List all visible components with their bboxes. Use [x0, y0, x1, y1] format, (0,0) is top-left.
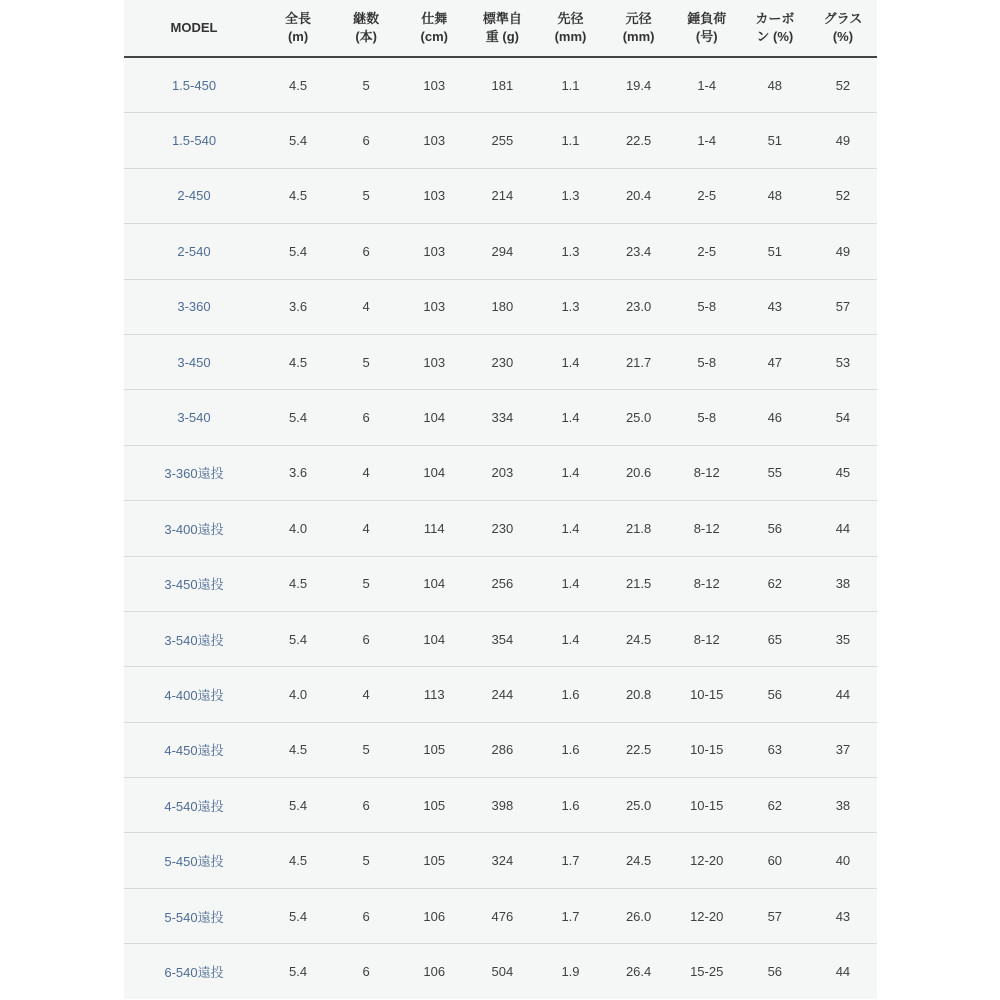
cell-tip-diameter: 1.9	[561, 963, 580, 979]
cell-carbon: 62	[767, 797, 783, 813]
cell-carbon: 65	[767, 631, 783, 647]
cell-sinker-load: 8-12	[693, 520, 720, 536]
cell-tip-diameter: 1.6	[561, 797, 580, 813]
cell-tip-diameter: 1.3	[561, 299, 580, 315]
table-row	[124, 446, 877, 501]
cell-tip-diameter: 1.1	[561, 77, 580, 93]
cell-total-length: 5.4	[289, 410, 308, 426]
column-header-model	[124, 19, 264, 37]
table-row	[124, 501, 877, 556]
column-header-line2: (本)	[355, 29, 377, 44]
cell-butt-diameter: 19.4	[625, 77, 652, 93]
cell-tip-diameter: 1.4	[561, 576, 580, 592]
model-cell	[124, 962, 264, 981]
cell-weight: 324	[491, 853, 514, 869]
cell-glass: 44	[835, 686, 851, 702]
cell-glass: 52	[835, 77, 851, 93]
cell-glass: 57	[835, 299, 851, 315]
cell-butt-diameter: 23.4	[625, 243, 652, 259]
cell-sinker-load: 15-25	[690, 963, 724, 979]
cell-weight: 244	[491, 686, 514, 702]
cell-sinker-load: 12-20	[690, 853, 724, 869]
cell-glass: 44	[835, 520, 851, 536]
cell-closed-length: 105	[423, 742, 446, 758]
column-header-sections	[332, 10, 400, 45]
table-row	[124, 778, 877, 833]
cell-carbon: 57	[767, 908, 783, 924]
cell-weight: 181	[491, 77, 514, 93]
cell-closed-length: 103	[423, 133, 446, 149]
cell-tip-diameter: 1.7	[561, 853, 580, 869]
cell-closed-length: 105	[423, 797, 446, 813]
table-header-row	[124, 0, 877, 58]
cell-weight: 504	[491, 963, 514, 979]
model-link[interactable]: 3-540	[177, 410, 211, 426]
cell-weight: 294	[491, 243, 514, 259]
cell-butt-diameter: 25.0	[625, 410, 652, 426]
table-row	[124, 113, 877, 168]
cell-carbon: 47	[767, 354, 783, 370]
cell-butt-diameter: 25.0	[625, 797, 652, 813]
cell-butt-diameter: 20.4	[625, 188, 652, 204]
cell-carbon: 43	[767, 299, 783, 315]
model-cell	[124, 463, 264, 482]
cell-weight: 476	[491, 908, 514, 924]
cell-tip-diameter: 1.4	[561, 520, 580, 536]
cell-total-length: 4.0	[289, 520, 308, 536]
cell-glass: 38	[835, 797, 851, 813]
cell-glass: 40	[835, 853, 851, 869]
cell-total-length: 5.4	[289, 797, 308, 813]
column-header-carbon	[741, 10, 809, 45]
cell-sections: 5	[362, 77, 370, 93]
cell-tip-diameter: 1.4	[561, 354, 580, 370]
cell-sections: 5	[362, 354, 370, 370]
cell-sinker-load: 5-8	[697, 299, 717, 315]
column-header-weight	[468, 10, 536, 45]
column-header-line1: 先径	[557, 11, 584, 27]
cell-total-length: 5.4	[289, 963, 308, 979]
cell-tip-diameter: 1.6	[561, 742, 580, 758]
cell-sections: 4	[362, 299, 370, 315]
cell-sections: 5	[362, 576, 370, 592]
cell-glass: 49	[835, 243, 851, 259]
model-link[interactable]: 3-450	[177, 354, 211, 370]
cell-closed-length: 104	[423, 631, 446, 647]
model-link[interactable]: 3-540遠投	[164, 632, 224, 648]
cell-weight: 203	[491, 465, 514, 481]
cell-sinker-load: 10-15	[690, 686, 724, 702]
cell-total-length: 5.4	[289, 133, 308, 149]
cell-sections: 6	[362, 908, 370, 924]
cell-sinker-load: 8-12	[693, 631, 720, 647]
column-header-line1: カーボ	[755, 11, 795, 27]
cell-sinker-load: 2-5	[697, 243, 717, 259]
model-cell	[124, 78, 264, 93]
cell-carbon: 56	[767, 686, 783, 702]
cell-butt-diameter: 21.7	[625, 354, 652, 370]
cell-tip-diameter: 1.3	[561, 243, 580, 259]
column-header-tip-diameter	[536, 10, 604, 45]
model-link[interactable]: 2-540	[177, 243, 211, 259]
cell-glass: 38	[835, 576, 851, 592]
table-row	[124, 612, 877, 667]
cell-total-length: 4.5	[289, 853, 308, 869]
cell-weight: 256	[491, 576, 514, 592]
column-header-line2: (cm)	[420, 29, 448, 44]
column-header-line2: 重 (g)	[485, 29, 519, 44]
cell-carbon: 60	[767, 853, 783, 869]
cell-butt-diameter: 22.5	[625, 133, 652, 149]
cell-closed-length: 113	[423, 686, 445, 702]
cell-glass: 44	[835, 963, 851, 979]
cell-tip-diameter: 1.4	[561, 410, 580, 426]
table-row	[124, 335, 877, 390]
cell-butt-diameter: 26.0	[625, 908, 652, 924]
model-cell	[124, 630, 264, 649]
cell-closed-length: 103	[423, 77, 446, 93]
cell-sinker-load: 8-12	[693, 465, 720, 481]
cell-butt-diameter: 21.5	[625, 576, 652, 592]
cell-tip-diameter: 1.3	[561, 188, 580, 204]
cell-total-length: 4.5	[289, 77, 308, 93]
cell-closed-length: 106	[423, 908, 446, 924]
model-cell	[124, 574, 264, 593]
cell-weight: 398	[491, 797, 514, 813]
column-header-line1: 錘負荷	[687, 11, 727, 27]
model-cell	[124, 685, 264, 704]
table-row	[124, 944, 877, 998]
cell-carbon: 51	[767, 133, 783, 149]
cell-butt-diameter: 20.6	[625, 465, 652, 481]
cell-glass: 53	[835, 354, 851, 370]
cell-carbon: 63	[767, 742, 783, 758]
cell-closed-length: 104	[423, 465, 446, 481]
cell-sections: 6	[362, 133, 370, 149]
cell-sinker-load: 10-15	[690, 797, 724, 813]
column-header-line2: (m)	[287, 29, 309, 44]
model-cell	[124, 410, 264, 425]
cell-sinker-load: 10-15	[690, 742, 724, 758]
cell-total-length: 4.5	[289, 188, 308, 204]
model-link[interactable]: 2-450	[177, 188, 211, 204]
cell-sections: 4	[362, 686, 370, 702]
cell-closed-length: 114	[423, 520, 445, 536]
cell-sinker-load: 1-4	[697, 77, 717, 93]
cell-butt-diameter: 22.5	[625, 742, 652, 758]
cell-carbon: 46	[767, 410, 783, 426]
cell-sinker-load: 2-5	[697, 188, 717, 204]
cell-weight: 255	[491, 133, 514, 149]
cell-carbon: 56	[767, 520, 783, 536]
cell-total-length: 4.5	[289, 354, 308, 370]
cell-total-length: 4.0	[289, 686, 308, 702]
model-cell	[124, 519, 264, 538]
cell-carbon: 56	[767, 963, 783, 979]
cell-sections: 6	[362, 243, 370, 259]
cell-butt-diameter: 21.8	[625, 520, 652, 536]
cell-glass: 54	[835, 410, 851, 426]
table-row	[124, 390, 877, 445]
cell-tip-diameter: 1.1	[561, 133, 580, 149]
table-row	[124, 169, 877, 224]
column-header-line1: MODEL	[170, 20, 218, 36]
cell-sections: 4	[362, 465, 370, 481]
table-row	[124, 280, 877, 335]
cell-tip-diameter: 1.6	[561, 686, 580, 702]
cell-total-length: 4.5	[289, 576, 308, 592]
column-header-line2: (%)	[832, 29, 854, 44]
column-header-line2: (号)	[695, 29, 718, 44]
cell-sections: 5	[362, 853, 370, 869]
model-link[interactable]: 3-400遠投	[164, 521, 224, 537]
cell-carbon: 55	[767, 465, 783, 481]
model-cell	[124, 188, 264, 203]
column-header-line1: 仕舞	[421, 11, 448, 27]
column-header-line2: (mm)	[554, 29, 587, 44]
cell-carbon: 48	[767, 188, 783, 204]
table-body	[124, 58, 877, 999]
cell-total-length: 3.6	[289, 299, 308, 315]
model-link[interactable]: 4-400遠投	[164, 687, 224, 703]
column-header-total-length	[264, 10, 332, 45]
cell-total-length: 5.4	[289, 908, 308, 924]
table-row	[124, 58, 877, 113]
model-link[interactable]: 3-360遠投	[164, 466, 224, 482]
model-cell	[124, 299, 264, 314]
cell-closed-length: 104	[423, 576, 446, 592]
cell-sections: 5	[362, 742, 370, 758]
column-header-butt-diameter	[605, 10, 673, 45]
model-link[interactable]: 6-540遠投	[164, 964, 224, 980]
model-link[interactable]: 5-540遠投	[164, 909, 224, 925]
cell-total-length: 5.4	[289, 243, 308, 259]
model-link[interactable]: 1.5-540	[171, 133, 217, 149]
cell-total-length: 3.6	[289, 465, 308, 481]
table-row	[124, 833, 877, 888]
cell-sinker-load: 8-12	[693, 576, 720, 592]
cell-closed-length: 105	[423, 853, 446, 869]
model-link[interactable]: 4-450遠投	[164, 743, 224, 759]
model-cell	[124, 740, 264, 759]
column-header-line1: 標準自	[482, 11, 522, 27]
cell-sections: 6	[362, 963, 370, 979]
model-link[interactable]: 4-540遠投	[164, 798, 224, 814]
table-row	[124, 557, 877, 612]
cell-sections: 6	[362, 631, 370, 647]
cell-weight: 354	[491, 631, 514, 647]
column-header-line1: 全長	[285, 11, 312, 27]
cell-carbon: 62	[767, 576, 783, 592]
table-row	[124, 667, 877, 722]
table-row	[124, 889, 877, 944]
model-cell	[124, 133, 264, 148]
cell-butt-diameter: 24.5	[625, 853, 652, 869]
column-header-glass	[809, 10, 877, 45]
model-cell	[124, 907, 264, 926]
cell-glass: 37	[835, 742, 851, 758]
cell-carbon: 48	[767, 77, 783, 93]
table-row	[124, 723, 877, 778]
cell-sinker-load: 1-4	[697, 133, 717, 149]
cell-weight: 334	[491, 410, 514, 426]
model-link[interactable]: 3-450遠投	[164, 577, 224, 593]
model-cell	[124, 355, 264, 370]
cell-glass: 45	[835, 465, 851, 481]
cell-carbon: 51	[767, 243, 783, 259]
column-header-line1: 継数	[353, 11, 380, 27]
cell-closed-length: 103	[423, 243, 446, 259]
column-header-line1: グラス	[823, 11, 863, 27]
column-header-line1: 元径	[625, 11, 652, 27]
cell-tip-diameter: 1.4	[561, 631, 580, 647]
model-link[interactable]: 5-450遠投	[164, 854, 224, 870]
model-cell	[124, 796, 264, 815]
cell-closed-length: 103	[423, 354, 446, 370]
model-cell	[124, 851, 264, 870]
rod-spec-table	[124, 0, 877, 999]
model-cell	[124, 244, 264, 259]
cell-butt-diameter: 20.8	[625, 686, 652, 702]
cell-sections: 4	[362, 520, 370, 536]
cell-sections: 5	[362, 188, 370, 204]
cell-glass: 43	[835, 908, 851, 924]
cell-sections: 6	[362, 797, 370, 813]
cell-total-length: 5.4	[289, 631, 308, 647]
cell-closed-length: 103	[423, 188, 446, 204]
cell-closed-length: 104	[423, 410, 446, 426]
cell-glass: 49	[835, 133, 851, 149]
column-header-line2: (mm)	[622, 29, 655, 44]
cell-sections: 6	[362, 410, 370, 426]
table-row	[124, 224, 877, 279]
cell-sinker-load: 12-20	[690, 908, 724, 924]
cell-glass: 52	[835, 188, 851, 204]
cell-total-length: 4.5	[289, 742, 308, 758]
cell-butt-diameter: 26.4	[625, 963, 652, 979]
cell-weight: 230	[491, 520, 514, 536]
cell-weight: 214	[491, 188, 514, 204]
cell-closed-length: 103	[423, 299, 446, 315]
cell-sinker-load: 5-8	[697, 354, 717, 370]
column-header-line2: ン (%)	[756, 29, 794, 44]
cell-weight: 286	[491, 742, 514, 758]
cell-tip-diameter: 1.4	[561, 465, 580, 481]
cell-sinker-load: 5-8	[697, 410, 717, 426]
model-link[interactable]: 1.5-450	[171, 77, 217, 93]
cell-weight: 230	[491, 354, 514, 370]
cell-butt-diameter: 24.5	[625, 631, 652, 647]
cell-closed-length: 106	[423, 963, 446, 979]
cell-weight: 180	[491, 299, 514, 315]
column-header-sinker-load	[673, 10, 741, 45]
model-link[interactable]: 3-360	[177, 299, 211, 315]
column-header-closed-length	[400, 10, 468, 45]
cell-glass: 35	[835, 631, 851, 647]
cell-tip-diameter: 1.7	[561, 908, 580, 924]
cell-butt-diameter: 23.0	[625, 299, 652, 315]
